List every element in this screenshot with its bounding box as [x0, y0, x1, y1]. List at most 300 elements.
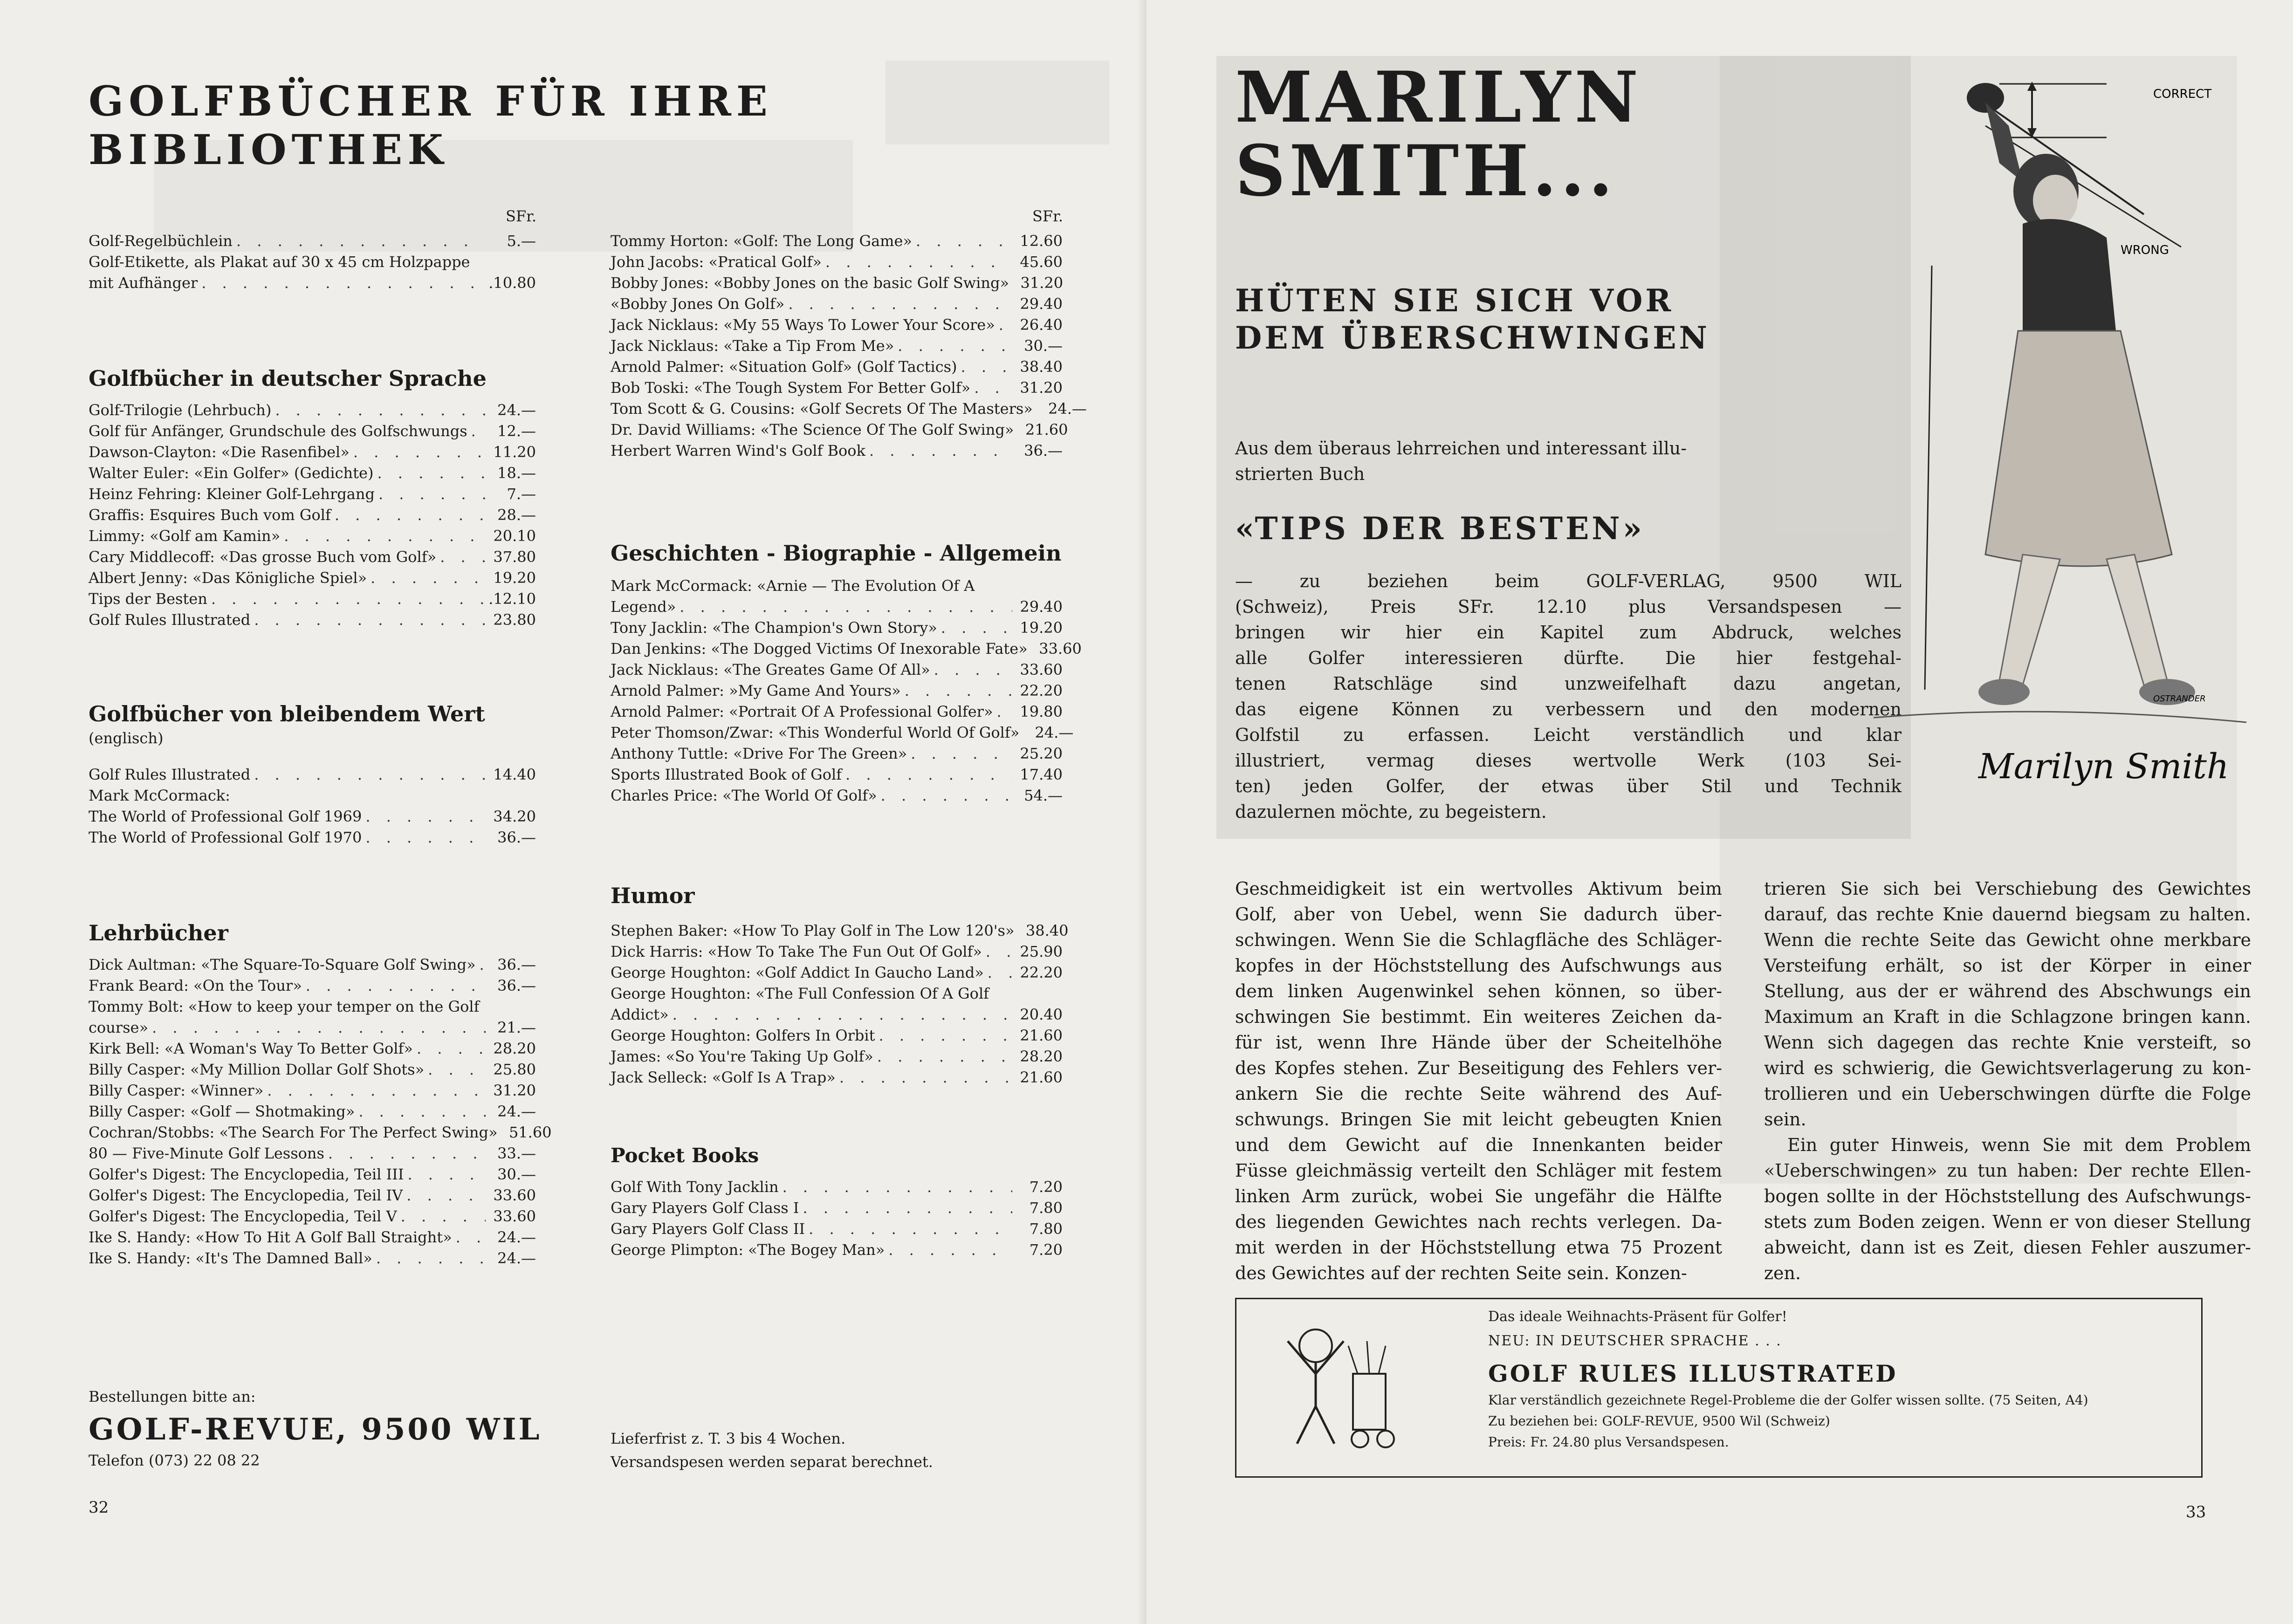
left-shoe-shape — [1978, 679, 2030, 705]
dot-leader — [406, 1185, 486, 1206]
item-label: Graffis: Esquires Buch vom Golf — [89, 506, 331, 524]
item-price: 24.— — [497, 1249, 536, 1267]
item-price: 25.20 — [1020, 745, 1063, 762]
dot-leader — [898, 336, 1012, 356]
list-item — [89, 568, 536, 589]
list-item — [611, 377, 1063, 398]
text-line: wird es schwierig, die Gewichtsverlagerung zu kon- — [1764, 1058, 2251, 1078]
list-item — [611, 764, 1063, 785]
dot-leader — [376, 1248, 486, 1269]
item-label: mit Aufhänger — [89, 274, 198, 292]
text-line: Versteifung erhält, so ist der Körper in einer — [1764, 955, 2251, 976]
section-title-pocket: Pocket Books — [611, 1144, 759, 1167]
text-line: schwungs. Bringen Sie mit leicht gebeugten Knien — [1235, 1109, 1722, 1130]
item-label: Frank Beard: «On the Tour» — [89, 977, 302, 994]
dot-leader — [839, 1067, 1012, 1088]
list-item — [611, 576, 1063, 596]
dot-leader — [358, 1101, 486, 1122]
item-label: Mark McCormack: «Arnie — The Evolution Of A — [611, 577, 975, 595]
dot-leader — [275, 400, 486, 421]
item-price: 54.— — [1024, 787, 1063, 804]
history-books-list — [611, 576, 1082, 806]
list-item — [611, 941, 1063, 962]
ad-line-2: NEU: IN DEUTSCHER SPRACHE . . . — [1488, 1333, 1782, 1349]
currency-label-right: SFr. — [1032, 207, 1064, 225]
text-line: zen. — [1764, 1263, 1801, 1283]
item-label: Tom Scott & G. Cousins: «Golf Secrets Of The Masters» — [611, 400, 1033, 418]
item-price: 37.80 — [493, 548, 536, 566]
item-price: 5.— — [507, 232, 536, 250]
item-label: Arnold Palmer: »My Game And Yours» — [611, 682, 901, 699]
item-price: 18.— — [497, 464, 536, 482]
dot-leader — [961, 356, 1012, 377]
item-label: Dr. David Williams: «The Science Of The Golf Swing» — [611, 421, 1014, 439]
text-line: linken Arm zurück, wobei Sie ungefähr die Hälfte — [1235, 1186, 1722, 1206]
text-line: schwingen Sie bestimmt. Ein weiteres Zeichen da- — [1235, 1007, 1722, 1027]
item-label: George Houghton: Golfers In Orbit — [611, 1027, 875, 1044]
face-shape — [2033, 175, 2078, 226]
list-item — [89, 996, 536, 1017]
list-item — [611, 315, 1063, 336]
list-item — [611, 920, 1069, 941]
autograph-signature: Marilyn Smith — [1978, 747, 2229, 787]
item-price: 36.— — [1024, 442, 1063, 459]
intro-line-1: Aus dem überaus lehrreichen und interessant illu- — [1235, 438, 1687, 459]
list-item — [89, 273, 536, 294]
list-item — [89, 589, 536, 610]
list-item — [611, 1004, 1063, 1025]
item-label: Golfer's Digest: The Encyclopedia, Teil V — [89, 1207, 397, 1225]
item-label: Ike S. Handy: «How To Hit A Golf Ball Straight» — [89, 1228, 452, 1246]
text-line: trieren Sie sich bei Verschiebung des Gewichtes — [1764, 878, 2251, 899]
left-page — [0, 0, 1146, 1624]
item-price: 28.— — [497, 506, 536, 524]
page-number-right: 33 — [2186, 1503, 2206, 1521]
text-line: für ist, wenn Ihre Hände über der Scheitelhöhe — [1235, 1032, 1722, 1053]
dot-leader — [254, 610, 486, 630]
item-price: 23.80 — [493, 611, 536, 629]
order-phone: Telefon (073) 22 08 22 — [89, 1452, 260, 1469]
club-shaft-down — [1925, 266, 1932, 690]
list-item — [611, 1177, 1063, 1198]
text-line: dazulernen möchte, zu begeistern. — [1235, 802, 1547, 822]
list-item — [89, 252, 536, 273]
item-price: 21.— — [497, 1019, 536, 1036]
dot-leader — [877, 1046, 1012, 1067]
item-label: Billy Casper: «My Million Dollar Golf Shots» — [89, 1061, 425, 1078]
dot-leader — [934, 659, 1012, 680]
item-price: 38.40 — [1025, 922, 1069, 939]
dot-leader — [825, 252, 1012, 273]
advertisement-box — [1235, 1298, 2203, 1478]
item-label: Albert Jenny: «Das Königliche Spiel» — [89, 569, 367, 587]
delivery-note-2: Versandspesen werden separat berechnet. — [611, 1453, 933, 1471]
page-title: GOLFBÜCHER FÜR IHRE BIBLIOTHEK — [89, 77, 773, 174]
item-price: 19.20 — [493, 569, 536, 587]
item-label: Tommy Bolt: «How to keep your temper on the Golf — [89, 998, 480, 1015]
item-price: 33.— — [497, 1144, 536, 1162]
item-price: 21.60 — [1020, 1069, 1063, 1086]
item-label: The World of Professional Golf 1970 — [89, 829, 362, 846]
english-books-list — [611, 231, 1087, 461]
text-line: sein. — [1764, 1109, 1806, 1130]
dot-leader — [328, 1143, 486, 1164]
item-price: 7.80 — [1029, 1199, 1063, 1217]
item-price: 31.20 — [1020, 274, 1064, 292]
item-price: 22.20 — [1020, 682, 1063, 699]
arm-shape — [1985, 103, 2023, 182]
item-price: 29.40 — [1020, 598, 1063, 616]
item-price: 19.80 — [1020, 703, 1063, 720]
dot-leader — [888, 1240, 1012, 1261]
list-item — [89, 1143, 536, 1164]
item-price: 45.60 — [1020, 253, 1063, 271]
text-line: — zu beziehen beim GOLF-VERLAG, 9500 WIL — [1235, 571, 1902, 591]
dot-leader — [365, 827, 486, 848]
hands-shape — [1967, 83, 2004, 113]
list-item — [611, 356, 1063, 377]
item-price: 24.— — [497, 1103, 536, 1120]
item-label: Gary Players Golf Class II — [611, 1220, 805, 1238]
item-price: 21.60 — [1025, 421, 1068, 439]
list-item — [611, 231, 1063, 252]
text-line: ankern Sie die rechte Seite während des Auf- — [1235, 1083, 1722, 1104]
subheadline — [1235, 282, 1710, 356]
german-books-list — [89, 400, 536, 630]
order-publisher: GOLF-REVUE, 9500 WIL — [89, 1412, 542, 1447]
subheadline-line-1: HÜTEN SIE SICH VOR — [1235, 282, 1674, 319]
dot-leader — [845, 764, 1012, 785]
right-page — [1146, 0, 2293, 1624]
item-price: 7.20 — [1029, 1178, 1063, 1196]
list-item — [89, 1059, 536, 1080]
item-label: Mark McCormack: — [89, 787, 230, 804]
text-line: Füsse gleichmässig verteilt den Schläger mit festem — [1235, 1160, 1722, 1181]
list-item — [89, 975, 536, 996]
item-label: Bob Toski: «The Tough System For Better Golf» — [611, 379, 971, 397]
list-item — [89, 610, 536, 630]
list-item — [89, 231, 536, 252]
item-price: 34.20 — [493, 808, 536, 825]
text-line: Wenn die rechte Seite das Gewicht ohne merkbare — [1764, 930, 2251, 950]
right-leg-shape — [2107, 555, 2167, 685]
textbooks-list — [89, 954, 552, 1269]
item-price: 7.— — [507, 485, 536, 503]
item-label: Dan Jenkins: «The Dogged Victims Of Inexorable Fate» — [611, 640, 1028, 658]
humor-books-list — [611, 920, 1069, 1088]
item-label: Golfer's Digest: The Encyclopedia, Teil III — [89, 1165, 404, 1183]
item-price: 29.40 — [1020, 295, 1063, 313]
item-price: 12.60 — [1020, 232, 1063, 250]
text-line: des liegenden Gewichtes nach rechts verlegen. Da- — [1235, 1212, 1722, 1232]
list-item — [89, 1080, 536, 1101]
article-column-2 — [1764, 876, 2251, 1286]
item-label: Gary Players Golf Class I — [611, 1199, 799, 1217]
dot-leader — [879, 1025, 1012, 1046]
dot-leader — [201, 273, 485, 294]
section-title-history: Geschichten - Biographie - Allgemein — [611, 541, 1062, 566]
list-item — [89, 442, 536, 463]
order-prompt: Bestellungen bitte an: — [89, 1388, 256, 1405]
list-item — [89, 421, 536, 442]
item-price: 31.20 — [493, 1082, 536, 1099]
dot-leader — [335, 505, 486, 526]
list-item — [611, 785, 1063, 806]
list-item — [611, 1198, 1063, 1219]
list-item — [611, 419, 1068, 440]
ad-line-3: Klar verständlich gezeichnete Regel-Probleme die der Golfer wissen sollte. (75 Seiten, A4) — [1488, 1392, 2088, 1408]
list-item — [611, 1067, 1063, 1088]
dot-leader — [407, 1164, 486, 1185]
item-label: Peter Thomson/Zwar: «This Wonderful World Of Golf» — [611, 724, 1020, 741]
item-label: Tommy Horton: «Golf: The Long Game» — [611, 232, 912, 250]
text-line: Golfstil zu erfassen. Leicht verständlich und klar — [1235, 725, 1902, 745]
item-price: 24.— — [1048, 400, 1087, 418]
list-item — [89, 505, 536, 526]
text-line: Stellung, aus der er während des Abschwungs ein — [1764, 981, 2251, 1001]
text-line: alle Golfer interessieren dürfte. Die hier festgehal- — [1235, 648, 1902, 668]
dot-leader — [999, 315, 1012, 336]
item-label: Cochran/Stobbs: «The Search For The Perfect Swing» — [89, 1124, 498, 1141]
item-price: 51.60 — [508, 1124, 552, 1141]
dot-leader — [306, 975, 486, 996]
list-item — [611, 701, 1063, 722]
text-line: Golf, aber von Uebel, wenn Sie dadurch über- — [1235, 904, 1722, 925]
dot-leader — [267, 1080, 486, 1101]
list-item — [89, 806, 536, 827]
list-item — [611, 659, 1063, 680]
text-line: und dem Gewicht auf die Innenkanten beider — [1235, 1135, 1722, 1155]
list-item — [611, 617, 1063, 638]
item-price: 28.20 — [493, 1040, 536, 1057]
dot-leader — [211, 589, 485, 610]
item-price: 11.20 — [493, 443, 536, 461]
ground-line — [1874, 712, 2246, 722]
item-label: Walter Euler: «Ein Golfer» (Gedichte) — [89, 464, 374, 482]
item-label: Anthony Tuttle: «Drive For The Green» — [611, 745, 907, 762]
page-number-left: 32 — [89, 1498, 109, 1517]
text-line: des Gewichtes auf der rechten Seite sein. Konzen- — [1235, 1263, 1687, 1283]
text-line: mit werden in der Höchststellung etwa 75 Prozent — [1235, 1237, 1722, 1258]
dot-leader — [371, 568, 486, 589]
item-label: John Jacobs: «Pratical Golf» — [611, 253, 822, 271]
item-price: 36.— — [497, 977, 536, 994]
text-line: bogen sollte in der Höchststellung des Aufschwungs- — [1764, 1186, 2251, 1206]
dot-leader — [401, 1206, 486, 1227]
item-price: 17.40 — [1020, 766, 1063, 783]
text-line: (Schweiz), Preis SFr. 12.10 plus Versandspesen — — [1235, 596, 1902, 617]
list-item — [89, 1185, 536, 1206]
intro-line-2: strierten Buch — [1235, 464, 1365, 484]
text-line: darauf, das rechte Knie dauernd biegsam zu halten. — [1764, 904, 2251, 925]
list-item — [611, 722, 1074, 743]
item-price: 22.20 — [1020, 964, 1063, 981]
item-price: 20.40 — [1020, 1006, 1063, 1023]
arrow-up-icon — [2027, 82, 2037, 91]
list-item — [611, 440, 1063, 461]
item-label: Heinz Fehring: Kleiner Golf-Lehrgang — [89, 485, 375, 503]
item-label: Cary Middlecoff: «Das grosse Buch vom Golf» — [89, 548, 437, 566]
top-price-list — [89, 231, 536, 294]
item-label: The World of Professional Golf 1969 — [89, 808, 362, 825]
dot-leader — [440, 547, 486, 568]
item-label: George Houghton: «Golf Addict In Gaucho Land» — [611, 964, 984, 981]
section-title-german: Golfbücher in deutscher Sprache — [89, 366, 487, 391]
item-label: Billy Casper: «Golf — Shotmaking» — [89, 1103, 355, 1120]
item-label: Dawson-Clayton: «Die Rasenfibel» — [89, 443, 350, 461]
item-price: 26.40 — [1020, 316, 1063, 334]
list-item — [611, 294, 1063, 315]
dot-leader — [916, 231, 1012, 252]
item-price: 21.60 — [1020, 1027, 1063, 1044]
item-label: Tony Jacklin: «The Champion's Own Story» — [611, 619, 937, 637]
dot-leader — [809, 1219, 1012, 1240]
item-price: .12.10 — [488, 590, 536, 608]
list-item — [89, 1227, 536, 1248]
item-label: Jack Nicklaus: «Take a Tip From Me» — [611, 337, 894, 355]
item-label: 80 — Five-Minute Golf Lessons — [89, 1144, 324, 1162]
item-price: .10.80 — [488, 274, 536, 292]
golfer-drawing — [1846, 70, 2256, 829]
item-label: Sports Illustrated Book of Golf — [611, 766, 842, 783]
dot-leader — [417, 1038, 486, 1059]
item-price: 24.— — [1035, 724, 1074, 741]
section-title-textbooks: Lehrbücher — [89, 920, 228, 946]
item-label: Jack Nicklaus: «The Greates Game Of All» — [611, 661, 930, 678]
text-line: Wenn sich dagegen das rechte Knie versteift, so — [1764, 1032, 2251, 1053]
list-item — [611, 1240, 1063, 1261]
list-item — [89, 764, 536, 785]
text-line: bringen wir hier ein Kapitel zum Abdruck, welches — [1235, 622, 1902, 643]
item-label: Jack Nicklaus: «My 55 Ways To Lower Your Score» — [611, 316, 995, 334]
dot-leader — [480, 954, 486, 975]
text-line: Ein guter Hinweis, wenn Sie mit dem Problem — [1787, 1135, 2251, 1155]
list-item — [611, 983, 1063, 1004]
dot-leader — [911, 743, 1012, 764]
left-leg-shape — [1999, 555, 2060, 685]
item-price: 38.40 — [1020, 358, 1063, 376]
list-item — [611, 252, 1063, 273]
list-item — [89, 954, 536, 975]
text-line: illustriert, vermag dieses wertvolle Werk (103 Sei- — [1235, 750, 1902, 771]
item-price: 24.— — [497, 1228, 536, 1246]
dot-leader — [365, 806, 486, 827]
skirt-shape — [1985, 331, 2172, 566]
text-line: des Kopfes stehen. Zur Beseitigung des Fehlers ver- — [1235, 1058, 1722, 1078]
item-label: Golf für Anfänger, Grundschule des Golfschwungs — [89, 422, 467, 440]
list-item — [611, 336, 1063, 356]
dot-leader — [974, 377, 1012, 398]
item-label: course» — [89, 1019, 149, 1036]
item-label: Golfer's Digest: The Encyclopedia, Teil IV — [89, 1186, 403, 1204]
list-item — [89, 484, 536, 505]
list-item — [89, 526, 536, 547]
list-item — [611, 1219, 1063, 1240]
item-label: Golf-Etikette, als Plakat auf 30 x 45 cm Holzpappe — [89, 253, 470, 271]
item-label: Ike S. Handy: «It's The Damned Ball» — [89, 1249, 372, 1267]
item-label: Arnold Palmer: «Situation Golf» (Golf Tactics) — [611, 358, 957, 376]
torso-shape — [2023, 219, 2116, 338]
item-label: Legend» — [611, 598, 676, 616]
list-item — [89, 1248, 536, 1269]
item-price: 31.20 — [1020, 379, 1063, 397]
item-label: Golf Rules Illustrated — [89, 766, 251, 783]
text-line: abweicht, dann ist es Zeit, diesen Fehler auszumer- — [1764, 1237, 2251, 1258]
dot-leader — [997, 701, 1012, 722]
text-line: «Ueberschwingen» zu tun haben: Der rechte Ellen- — [1764, 1160, 2251, 1181]
item-price: 33.60 — [1039, 640, 1082, 658]
item-label: Jack Selleck: «Golf Is A Trap» — [611, 1069, 836, 1086]
dot-leader — [803, 1198, 1012, 1219]
artist-signature: OSTRANDER — [2153, 694, 2206, 704]
golfer-illustration — [1846, 70, 2256, 829]
list-item — [611, 638, 1082, 659]
dot-leader — [941, 617, 1012, 638]
item-price: 28.20 — [1020, 1048, 1063, 1065]
dot-leader — [673, 1004, 1012, 1025]
list-item — [89, 1101, 536, 1122]
list-item — [611, 680, 1063, 701]
list-item — [611, 1025, 1063, 1046]
list-item — [89, 1017, 536, 1038]
section-title-lasting: Golfbücher von bleibendem Wert — [89, 701, 485, 726]
list-item — [611, 1046, 1063, 1067]
subheadline-line-2: DEM ÜBERSCHWINGEN — [1235, 320, 1710, 356]
item-label: Arnold Palmer: «Portrait Of A Professional Golfer» — [611, 703, 993, 720]
dot-leader — [236, 231, 486, 252]
dot-leader — [353, 442, 486, 463]
list-item — [89, 547, 536, 568]
item-label: Charles Price: «The World Of Golf» — [611, 787, 877, 804]
list-item — [89, 1122, 552, 1143]
list-item — [89, 827, 536, 848]
dot-leader — [788, 294, 1012, 315]
list-item — [89, 785, 536, 806]
dot-leader — [377, 463, 486, 484]
list-item — [611, 398, 1087, 419]
pocket-books-list — [611, 1177, 1063, 1261]
list-item — [611, 273, 1063, 294]
item-label: Limmy: «Golf am Kamin» — [89, 527, 281, 545]
item-price: 33.60 — [1020, 661, 1063, 678]
item-label: James: «So You're Taking Up Golf» — [611, 1048, 873, 1065]
section-title-humor: Humor — [611, 883, 695, 908]
text-line: das eigene Können zu verbessern und den modernen — [1235, 699, 1902, 719]
dot-leader — [680, 596, 1012, 617]
correct-label: CORRECT — [2153, 87, 2212, 101]
promo-paragraph — [1235, 569, 1902, 825]
item-label: Stephen Baker: «How To Play Golf in The Low 120's» — [611, 922, 1015, 939]
item-price: 14.40 — [493, 766, 536, 783]
item-label: Billy Casper: «Winner» — [89, 1082, 264, 1099]
list-item — [611, 962, 1063, 983]
dot-leader — [284, 526, 486, 547]
ad-line-5: Preis: Fr. 24.80 plus Versandspesen. — [1488, 1434, 1729, 1450]
text-line: schwingen. Wenn Sie die Schlagfläche des Schläger- — [1235, 930, 1722, 950]
headline-line-1: MARILYN — [1235, 56, 1642, 138]
headline — [1235, 56, 1642, 212]
list-item — [89, 1206, 536, 1227]
golfer-cartoon-icon — [1250, 1313, 1428, 1462]
item-label: Golf-Regelbüchlein — [89, 232, 233, 250]
text-line: tenen Ratschläge sind unzweifelhaft dazu angetan, — [1235, 673, 1902, 694]
headline-line-2: SMITH... — [1235, 130, 1617, 212]
list-item — [89, 1164, 536, 1185]
item-price: 25.80 — [493, 1061, 536, 1078]
ad-line-4: Zu beziehen bei: GOLF-REVUE, 9500 Wil (Schweiz) — [1488, 1413, 1830, 1429]
item-price: 19.20 — [1020, 619, 1063, 637]
item-price: 30.— — [497, 1165, 536, 1183]
